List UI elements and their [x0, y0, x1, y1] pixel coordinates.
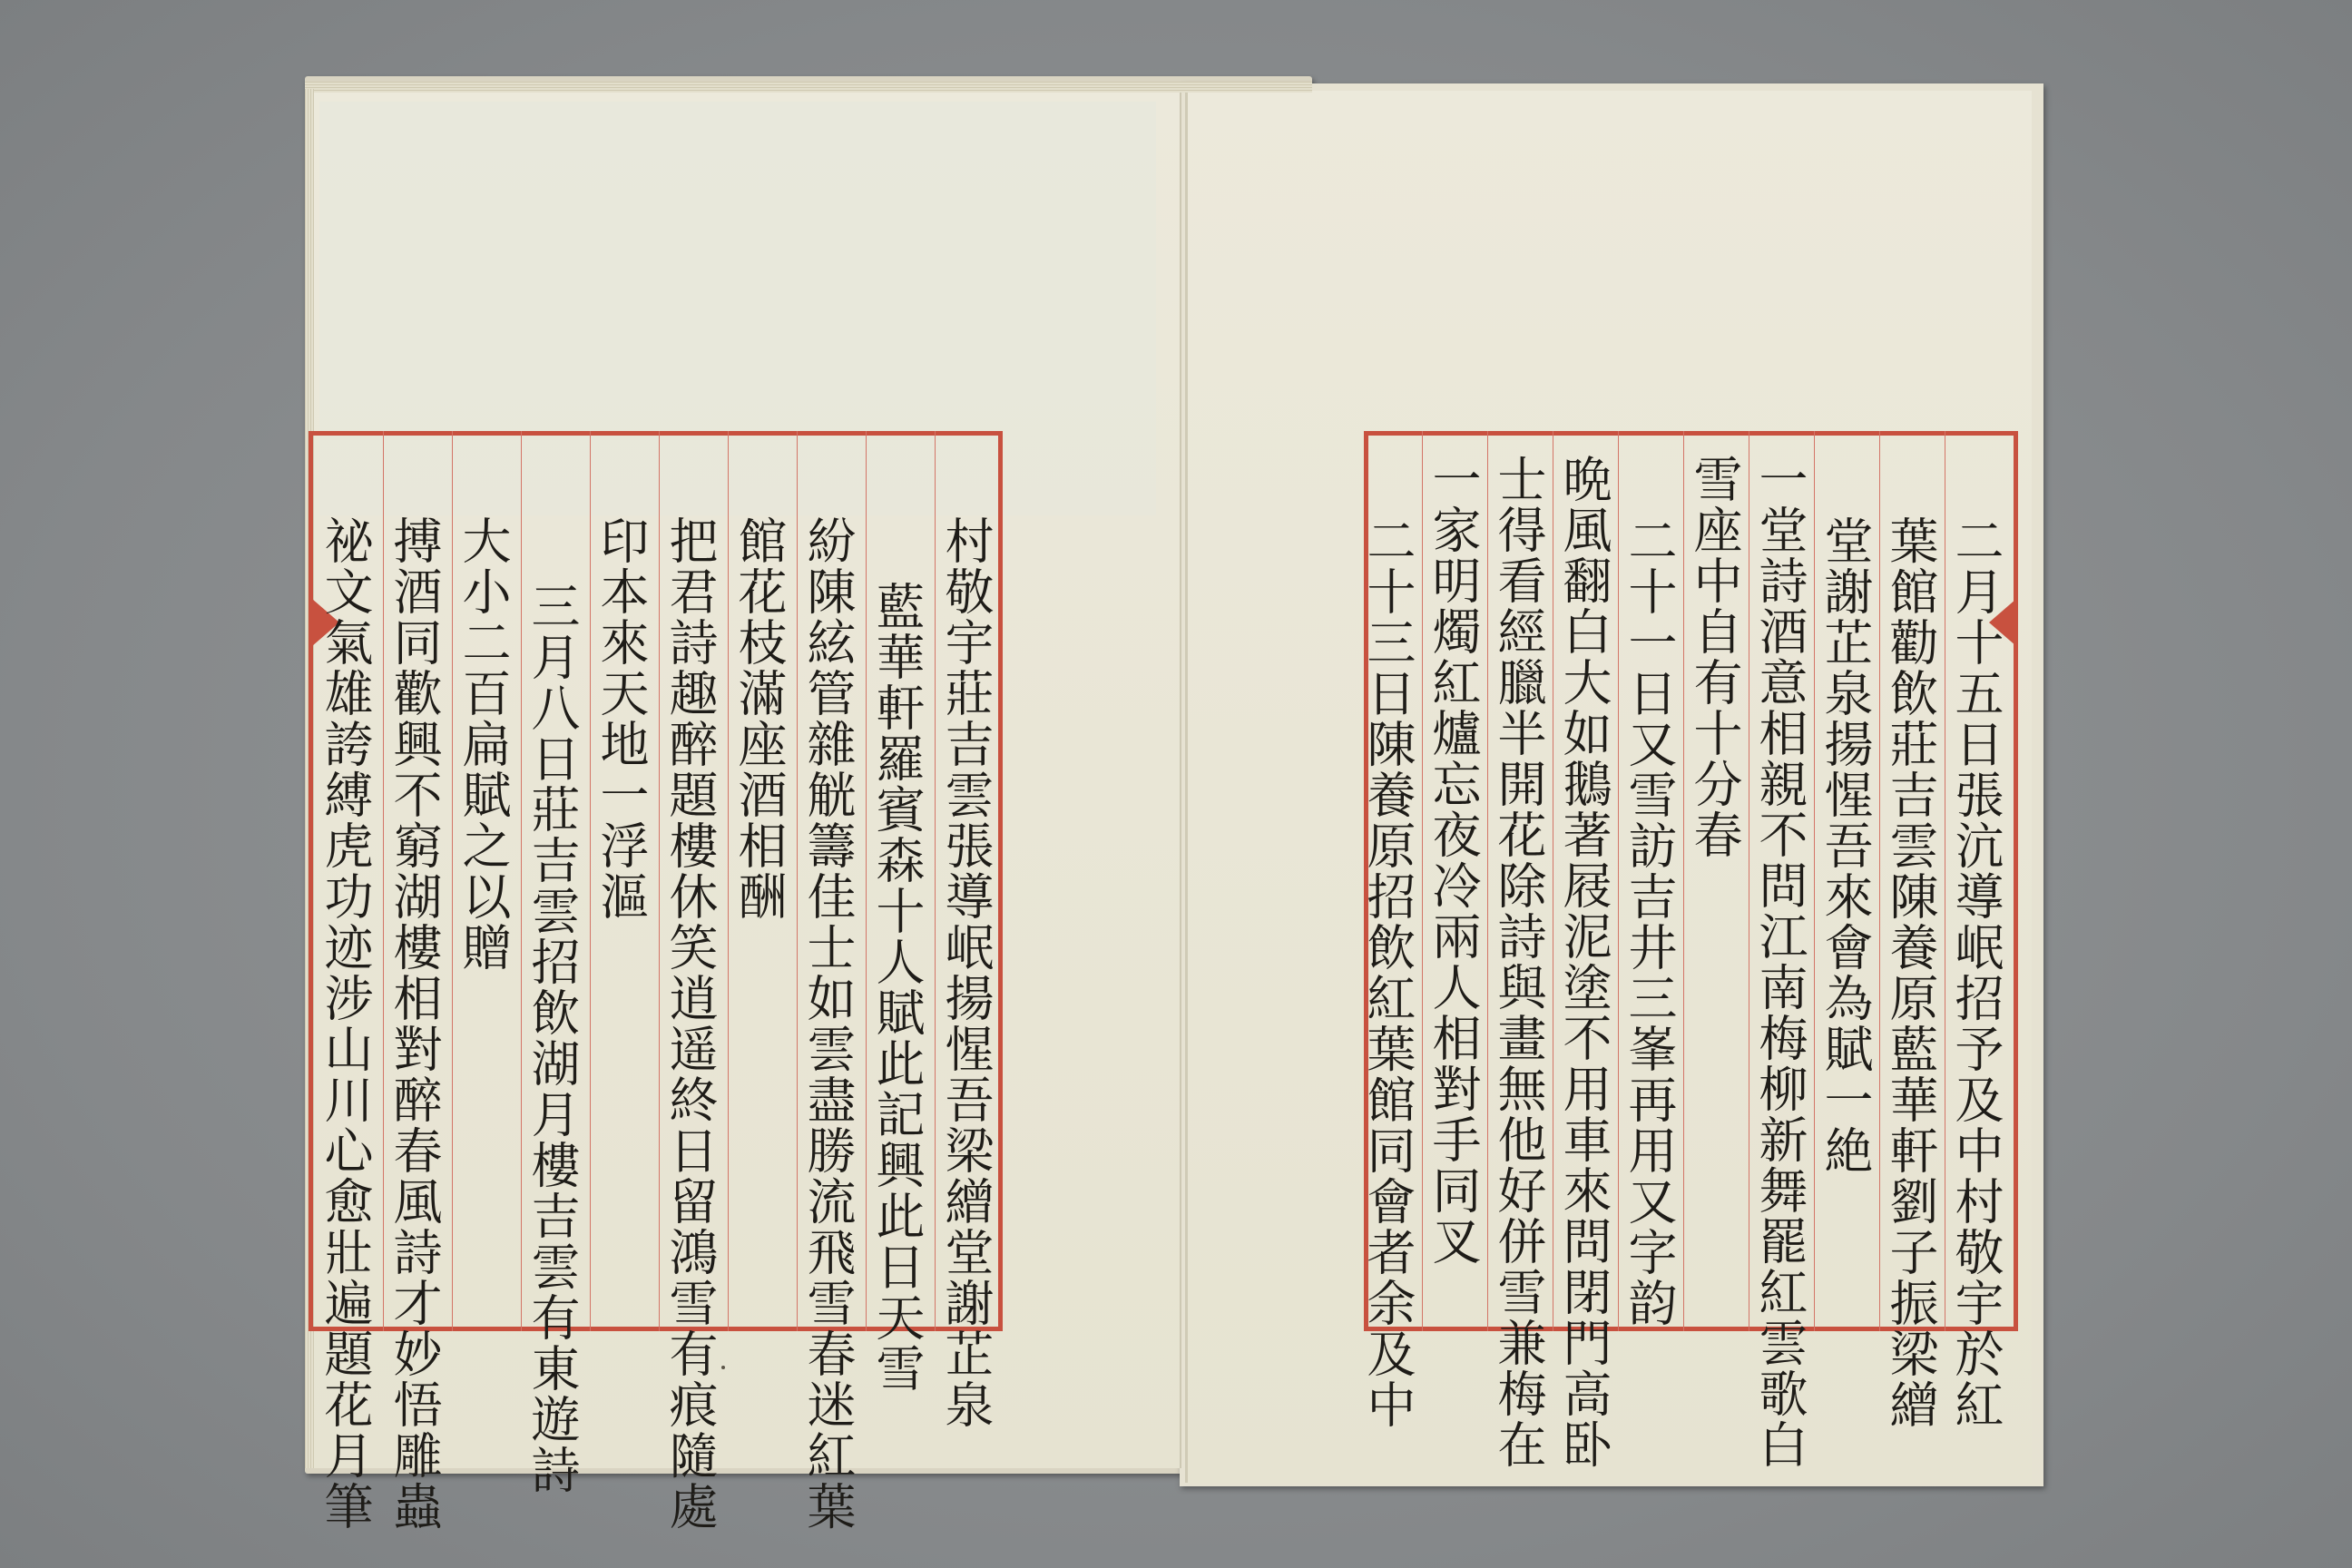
column-rule [797, 431, 798, 1331]
column-rule [1879, 431, 1880, 1331]
left-column-8: 大小二百扁賦之以贈 [455, 515, 512, 973]
paper-speck [721, 1366, 725, 1369]
left-column-6: 印本來天地一浮漚 [593, 515, 650, 922]
left-column-10: 祕文氣雄誇縛虎功迹涉山川心愈壯遍題花月筆 [317, 515, 374, 1532]
page-edges-top [305, 82, 1312, 93]
column-rule [590, 431, 591, 1331]
right-column-9: 一家明燭紅爐忘夜冷兩人相對手同叉 [1425, 454, 1482, 1267]
left-column-9: 搏酒同歡興不窮湖樓相對醉春風詩才妙悟雕蟲 [386, 515, 443, 1532]
left-column-3: 紛陳絃管雜觥籌佳士如雲盡勝流飛雪春迷紅葉 [799, 515, 857, 1532]
column-rule [1683, 431, 1684, 1331]
right-column-6: 二十一日又雪訪吉井三峯再用又字韵 [1621, 515, 1678, 1328]
column-rule [728, 431, 729, 1331]
left-column-5: 把君詩趣醉題樓休笑逍遥終日留鴻雪有痕隨處 [662, 515, 719, 1532]
right-column-5: 雪座中自有十分春 [1686, 454, 1743, 860]
right-column-8: 士得看經臘半開花除詩與畫無他好併雪兼梅在 [1490, 454, 1547, 1470]
column-rule [866, 431, 867, 1331]
column-rule [383, 431, 384, 1331]
left-column-4: 館花枝滿座酒相酬 [730, 515, 788, 922]
right-column-7: 晩風翻白大如鵝著屐泥塗不用車來問閉門高卧 [1555, 454, 1612, 1470]
column-rule [521, 431, 522, 1331]
left-column-7: 三月八日莊吉雲招飲湖月樓吉雲有東遊詩 [524, 581, 581, 1495]
right-column-3: 堂謝芷泉揚惺吾來會為賦一絶 [1817, 515, 1874, 1176]
column-rule [1487, 431, 1488, 1331]
column-rule [452, 431, 453, 1331]
right-column-4: 一堂詩酒意相親不問江南梅柳新舞罷紅雲歌白 [1751, 454, 1808, 1470]
left-column-1: 村敬宇莊吉雲張導岷揚惺吾梁繒堂謝芷泉 [937, 515, 995, 1430]
column-rule [935, 431, 936, 1331]
column-rule [1814, 431, 1815, 1331]
column-rule [1422, 431, 1423, 1331]
column-rule [659, 431, 660, 1331]
right-column-1: 二月十五日張沆導岷招予及中村敬宇於紅 [1947, 515, 2004, 1430]
right-column-10: 二十三日陳養原招飲紅葉館同會者余及中 [1359, 515, 1416, 1430]
column-rule [1618, 431, 1619, 1331]
left-column-2: 藍華軒羅賓森十人賦此記興此日天雪 [868, 581, 926, 1394]
right-column-2: 葉館勸飲莊吉雲陳養原藍華軒劉子振梁繒 [1882, 515, 1939, 1430]
